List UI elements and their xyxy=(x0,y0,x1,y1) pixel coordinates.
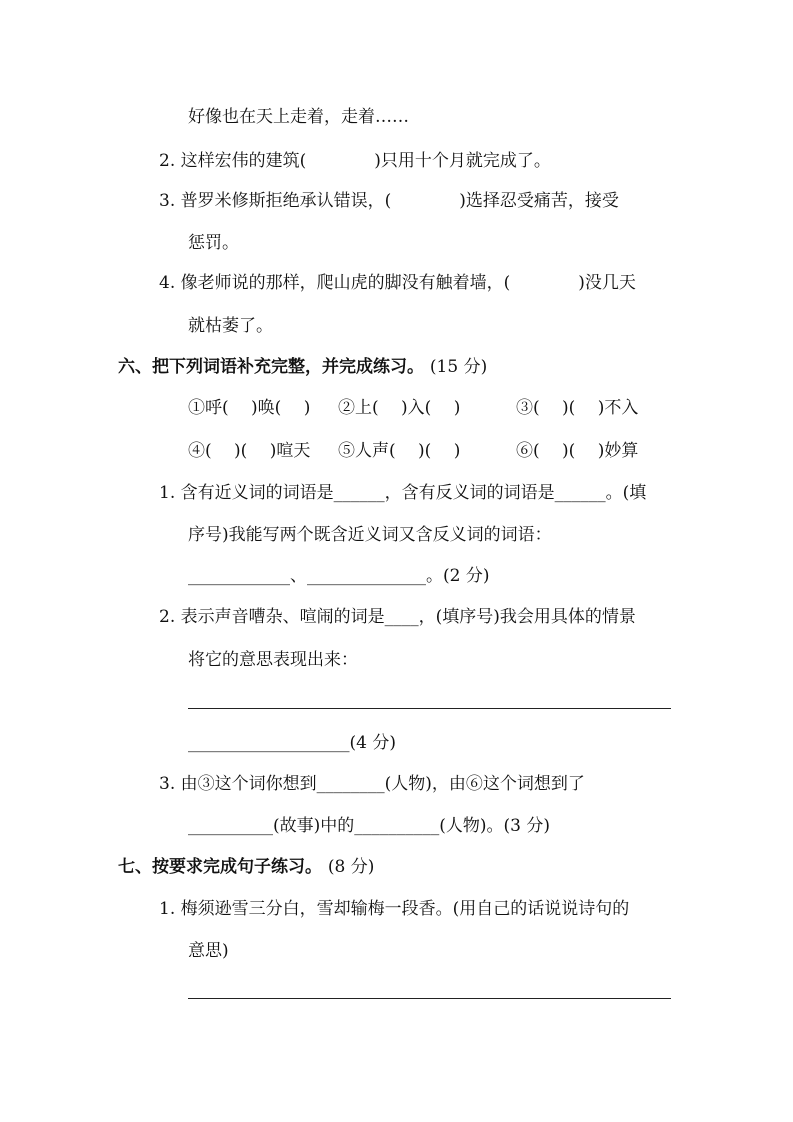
word-5: ⑤人声( )( ) xyxy=(338,441,461,461)
sec5-question-4-line1: 4. 像老师说的那样，爬山虎的脚没有触着墙，( )没几天 xyxy=(159,273,636,293)
section-7-heading xyxy=(118,856,374,878)
word-1: ①呼( )唤( ) xyxy=(188,398,311,418)
sec5-question-2: 2. 这样宏伟的建筑( )只用十个月就完成了。 xyxy=(159,151,551,171)
section-7-score: (8 分) xyxy=(327,857,375,877)
answer-line[interactable] xyxy=(188,708,671,709)
word-2: ②上( )入( ) xyxy=(338,398,461,418)
sec5-question-3-line1: 3. 普罗米修斯拒绝承认错误，( )选择忍受痛苦，接受 xyxy=(159,191,619,211)
sec6-question-3-line1: 3. 由③这个词你想到________(人物)，由⑥这个词想到了 xyxy=(159,774,585,794)
sec6-question-2-line4: ___________________(4 分) xyxy=(188,733,396,753)
section-6-title: 六、把下列词语补充完整，并完成练习。 xyxy=(118,357,424,377)
answer-line[interactable] xyxy=(188,998,671,999)
sec6-question-3-line2: __________(故事)中的__________(人物)。(3 分) xyxy=(188,816,551,836)
sec7-question-1-line1: 1. 梅须逊雪三分白，雪却输梅一段香。(用自己的话说说诗句的 xyxy=(159,899,630,919)
sec6-question-2-line1: 2. 表示声音嘈杂、喧闹的词是____，(填序号)我会用具体的情景 xyxy=(159,607,636,627)
sec7-question-1-line2: 意思) xyxy=(188,941,229,961)
section-7-title: 七、按要求完成句子练习。 xyxy=(118,857,322,877)
sec6-question-1-line1: 1. 含有近义词的词语是______，含有反义词的词语是______。(填 xyxy=(159,483,647,503)
sec6-question-1-line3: ____________、______________。(2 分) xyxy=(188,566,490,586)
section-6-heading xyxy=(118,356,487,378)
word-6: ⑥( )( )妙算 xyxy=(516,441,639,461)
section-6-score: (15 分) xyxy=(429,357,488,377)
sec6-question-2-line2: 将它的意思表现出来： xyxy=(188,650,358,670)
sec5-continuation-line: 好像也在天上走着，走着…… xyxy=(188,107,409,127)
word-4: ④( )( )喧天 xyxy=(188,441,311,461)
sec6-question-1-line2: 序号)我能写两个既含近义词又含反义词的词语： xyxy=(188,525,552,545)
sec5-question-3-line2: 惩罚。 xyxy=(188,233,239,253)
sec5-question-4-line2: 就枯萎了。 xyxy=(188,316,273,336)
word-3: ③( )( )不入 xyxy=(516,398,639,418)
